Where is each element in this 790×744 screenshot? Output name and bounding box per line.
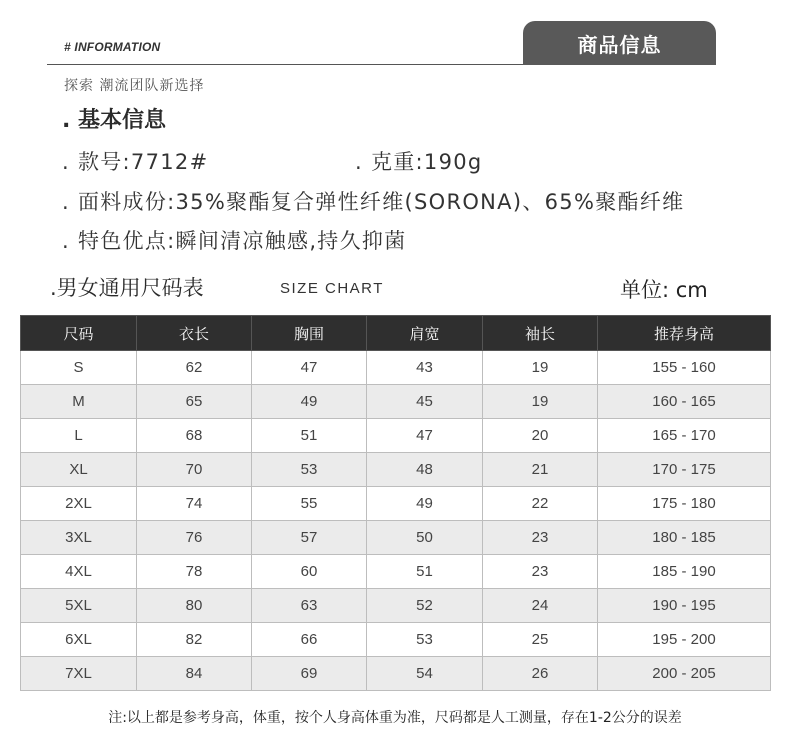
cell-height: 165 - 170 [598,419,771,453]
cell-chest: 63 [252,589,367,623]
cell-size: M [21,385,137,419]
header-shoulder: 肩宽 [367,316,483,351]
cell-sleeve: 23 [483,555,598,589]
cell-length: 82 [137,623,252,657]
cell-sleeve: 23 [483,521,598,555]
table-row [21,589,771,623]
cell-sleeve: 21 [483,453,598,487]
cell-chest: 49 [252,385,367,419]
fabric-weight: . 克重:190g [355,150,483,174]
cell-height: 160 - 165 [598,385,771,419]
cell-shoulder: 50 [367,521,483,555]
table-header-row [21,316,771,351]
cell-size: S [21,351,137,385]
cell-length: 70 [137,453,252,487]
table-row [21,521,771,555]
product-info-tab: 商品信息 [523,21,716,65]
cell-chest: 51 [252,419,367,453]
cell-chest: 66 [252,623,367,657]
cell-height: 190 - 195 [598,589,771,623]
cell-shoulder: 52 [367,589,483,623]
cell-size: 3XL [21,521,137,555]
cell-length: 78 [137,555,252,589]
cell-sleeve: 19 [483,351,598,385]
cell-sleeve: 20 [483,419,598,453]
header-sleeve: 袖长 [483,316,598,351]
cell-sleeve: 19 [483,385,598,419]
cell-sleeve: 26 [483,657,598,691]
header-chest: 胸围 [252,316,367,351]
cell-shoulder: 43 [367,351,483,385]
fabric-composition: . 面料成份:35%聚酯复合弹性纤维(SORONA)、65%聚酯纤维 [62,190,685,214]
cell-shoulder: 49 [367,487,483,521]
cell-size: XL [21,453,137,487]
cell-height: 200 - 205 [598,657,771,691]
cell-length: 74 [137,487,252,521]
cell-chest: 47 [252,351,367,385]
table-row [21,419,771,453]
cell-height: 185 - 190 [598,555,771,589]
cell-length: 68 [137,419,252,453]
cell-shoulder: 54 [367,657,483,691]
footnote: 注:以上都是参考身高，体重，按个人身高体重为准，尺码都是人工测量，存在1-2公分的误差 [108,710,682,726]
cell-size: 6XL [21,623,137,657]
size-chart-title: .男女通用尺码表 [50,276,204,300]
table-row [21,555,771,589]
cell-shoulder: 47 [367,419,483,453]
header-length: 衣长 [137,316,252,351]
cell-chest: 53 [252,453,367,487]
header-divider [47,64,556,65]
cell-height: 155 - 160 [598,351,771,385]
cell-size: 2XL [21,487,137,521]
cell-sleeve: 22 [483,487,598,521]
basic-info-title: . 基本信息 [62,108,167,133]
cell-height: 180 - 185 [598,521,771,555]
cell-height: 195 - 200 [598,623,771,657]
cell-size: 5XL [21,589,137,623]
info-header-label: # INFORMATION [64,40,161,54]
cell-length: 65 [137,385,252,419]
table-row [21,453,771,487]
cell-chest: 69 [252,657,367,691]
cell-size: L [21,419,137,453]
cell-length: 80 [137,589,252,623]
header-height: 推荐身高 [598,316,771,351]
header-size: 尺码 [21,316,137,351]
table-row [21,385,771,419]
cell-sleeve: 24 [483,589,598,623]
cell-sleeve: 25 [483,623,598,657]
cell-shoulder: 45 [367,385,483,419]
cell-length: 84 [137,657,252,691]
cell-height: 175 - 180 [598,487,771,521]
table-row [21,623,771,657]
size-chart-subtitle: SIZE CHART [280,280,384,297]
cell-height: 170 - 175 [598,453,771,487]
cell-length: 76 [137,521,252,555]
cell-size: 7XL [21,657,137,691]
cell-chest: 57 [252,521,367,555]
cell-size: 4XL [21,555,137,589]
cell-shoulder: 48 [367,453,483,487]
table-row [21,351,771,385]
tagline: 探索 潮流团队新选择 [64,78,205,94]
cell-length: 62 [137,351,252,385]
cell-chest: 55 [252,487,367,521]
item-number: . 款号:7712# [62,150,209,174]
features: . 特色优点:瞬间清凉触感,持久抑菌 [62,229,407,253]
table-row [21,487,771,521]
unit-label: 单位: cm [620,278,708,302]
table-row [21,657,771,691]
size-table [20,315,771,691]
cell-shoulder: 51 [367,555,483,589]
cell-shoulder: 53 [367,623,483,657]
cell-chest: 60 [252,555,367,589]
